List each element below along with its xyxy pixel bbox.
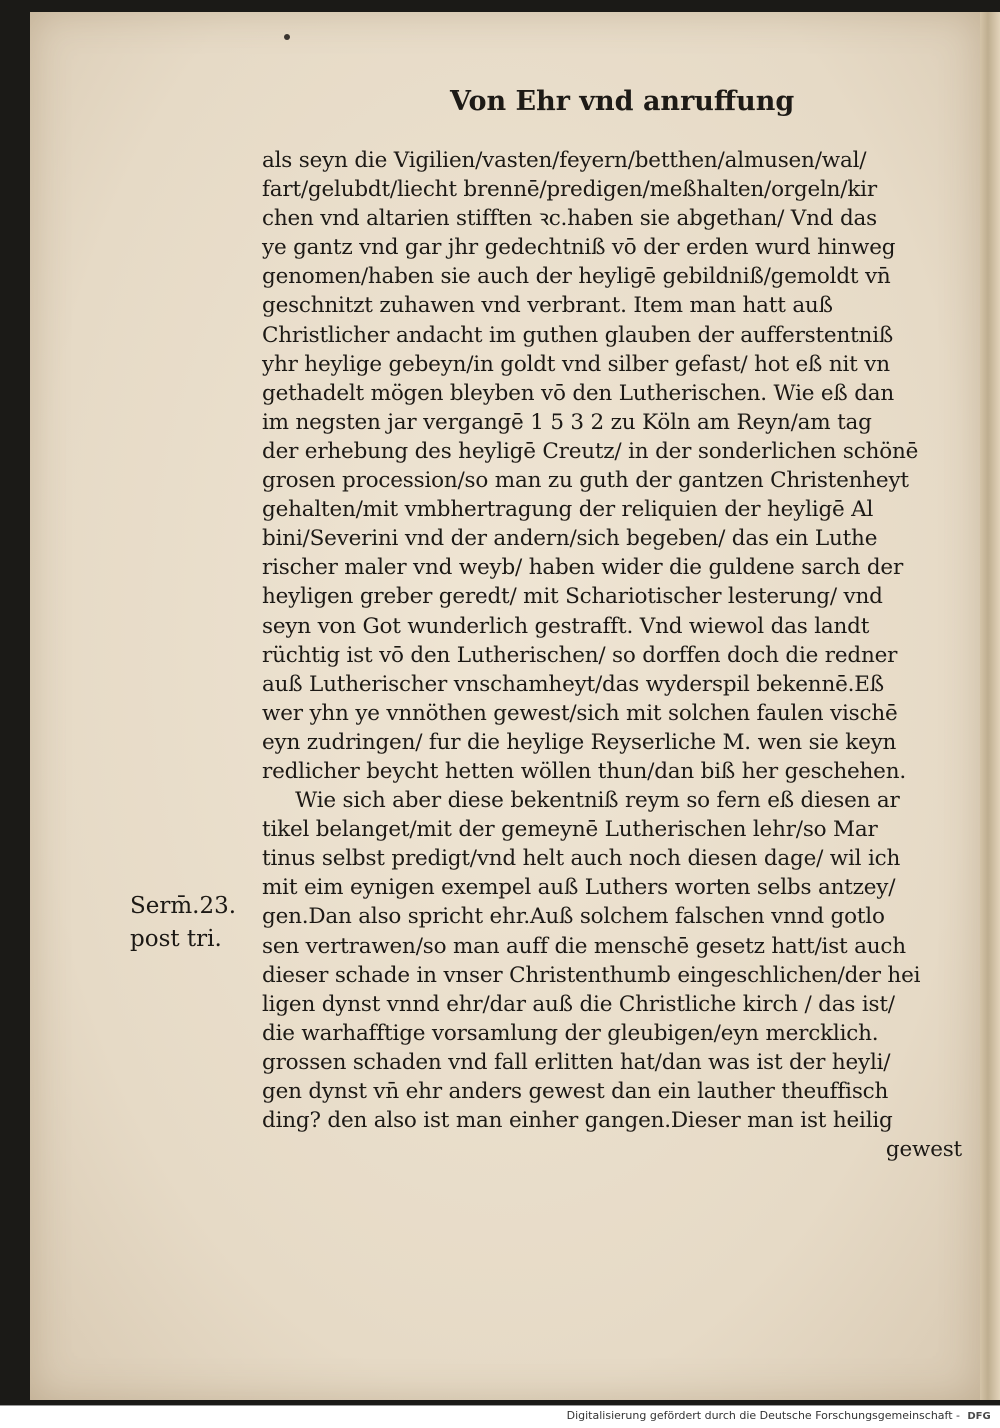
text-line: mit eim eynigen exempel auß Luthers worten selbs antzey/ [262,875,896,901]
text-line: bini/Severini vnd der andern/sich begeben/ das ein Luthe [262,526,878,552]
text-line: dieser schade in vnser Christenthumb eingeschlichen/der hei [262,962,921,988]
text-line: der erhebung des heyligē Creutz/ in der sonderlichen schönē [262,438,919,464]
text-line: yhr heylige gebeyn/in goldt vnd silber gefast/ hot eß nit vn [262,351,890,377]
margin-note-line-1: Serm̄.23. [130,893,237,919]
running-header: Von Ehr vnd anruffung [450,86,795,117]
margin-note [130,890,236,956]
text-line: sen vertrawen/so man auff die menschē gesetz hatt/ist auch [262,933,906,959]
text-line: seyn von Got wunderlich gestrafft. Vnd wiewol das landt [262,613,870,639]
ink-dot [284,34,290,40]
text-line: redlicher beycht hetten wöllen thun/dan biß her geschehen. [262,758,906,784]
text-line: tinus selbst predigt/vnd helt auch noch diesen dage/ wil ich [262,846,901,872]
text-line: rüchtig ist vō den Lutherischen/ so dorffen doch die redner [262,642,898,668]
text-line: tikel belanget/mit der gemeynē Lutherischen lehr/so Mar [262,817,878,843]
text-line: geschnitzt zuhawen vnd verbrant. Item man hatt auß [262,293,833,319]
text-line: grosen procession/so man zu guth der gantzen Christenheyt [262,468,909,494]
text-line: wer yhn ye vnnöthen gewest/sich mit solchen faulen vischē [262,700,898,726]
text-line: genomen/haben sie auch der heyligē gebildniß/gemoldt vn̄ [262,264,891,290]
footer-bar [0,1405,1000,1428]
margin-note-line-2: post tri. [130,926,222,952]
body-text [262,146,962,1164]
text-line: Wie sich aber diese bekentniß reym so fern eß diesen ar [262,788,900,814]
text-line: ligen dynst vnnd ehr/dar auß die Christliche kirch / das ist/ [262,991,895,1017]
text-line: gehalten/mit vmbhertragung der reliquien der heyligē Al [262,497,874,523]
text-line: chen vnd altarien stifften ꝛc.haben sie abgethan/ Vnd das [262,206,877,232]
text-line: im negsten jar vergangē 1 5 3 2 zu Köln am Reyn/am tag [262,409,872,435]
text-line: ding? den also ist man einher gangen.Dieser man ist heilig [262,1108,893,1134]
page-edge [980,12,1000,1400]
text-line: auß Lutherischer vnschamheyt/das wyderspil bekennē.Eß [262,671,884,697]
dfg-logo: DFG [967,1411,991,1422]
text-line: gethadelt mögen bleyben vō den Lutherischen. Wie eß dan [262,380,895,406]
text-line: die warhafftige vorsamlung der gleubigen/eyn mercklich. [262,1020,879,1046]
text-line: als seyn die Vigilien/vasten/feyern/betthen/almusen/wal/ [262,148,867,173]
text-line: gen dynst vn̄ ehr anders gewest dan ein lauther theuffisch [262,1079,889,1104]
footer-credit: Digitalisierung gefördert durch die Deutsche Forschungsgemeinschaft - [566,1409,960,1422]
catchword: gewest [885,1137,962,1163]
text-line: rischer maler vnd weyb/ haben wider die guldene sarch der [262,555,904,581]
text-line: Christlicher andacht im guthen glauben der aufferstentniß [262,322,894,348]
text-line: ye gantz vnd gar jhr gedechtniß vō der erden wurd hinweg [262,235,896,261]
text-line: eyn zudringen/ fur die heylige Reyserliche M. wen sie keyn [262,729,897,755]
text-line: grossen schaden vnd fall erlitten hat/dan was ist der heyli/ [262,1049,891,1075]
text-line: gen.Dan also spricht ehr.Auß solchem falschen vnnd gotlo [262,904,885,930]
text-line: heyligen greber geredt/ mit Schariotischer lesterung/ vnd [262,584,883,610]
text-line: fart/gelubdt/liecht brennē/predigen/meßhalten/orgeln/kir [262,177,877,203]
